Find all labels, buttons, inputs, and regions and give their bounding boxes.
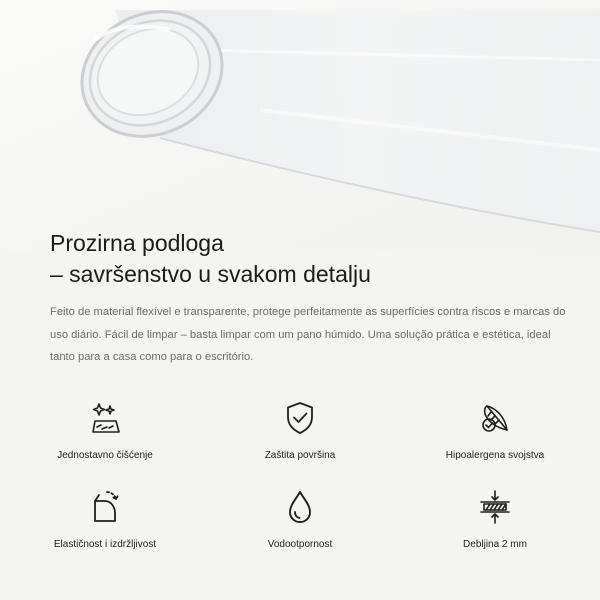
thickness-icon	[475, 487, 515, 527]
feature-easy-cleaning	[5, 398, 205, 461]
feature-hypoallergenic	[395, 398, 595, 461]
flexible-sheet-icon	[85, 487, 125, 527]
title-line-1: Prozirna podloga	[50, 230, 224, 256]
feature-thickness	[395, 487, 595, 550]
shield-check-icon	[280, 398, 320, 438]
feature-waterproof	[200, 487, 400, 550]
sparkle-cleaning-icon	[85, 398, 125, 438]
water-drop-icon	[280, 487, 320, 527]
feature-label: Jednostavno čišćenje	[57, 450, 153, 461]
hypoallergenic-feather-icon	[475, 398, 515, 438]
feature-label: Zaštita površina	[264, 450, 336, 461]
feature-label: Vodootpornost	[267, 539, 333, 550]
feature-surface-protection	[200, 398, 400, 461]
title-line-2: – savršenstvo u svakom detalju	[50, 261, 371, 287]
feature-label: Debljina 2 mm	[463, 539, 527, 550]
feature-elasticity-durability	[5, 487, 205, 550]
page-title	[50, 228, 570, 290]
feature-label: Hipoalergena svojstva	[445, 450, 545, 461]
feature-label: Elastičnost i izdržljivost	[53, 539, 157, 550]
transparent-film-roll-image	[0, 0, 600, 250]
product-description: Feito de material flexível e transparente, protege perfeitamente as superfícies contra riscos e marcas do uso diário. Fácil de limpar – basta limpar com um pano húmido. Uma solução prática e estética, ideal tanto para a casa como para o escritório.	[50, 306, 566, 363]
